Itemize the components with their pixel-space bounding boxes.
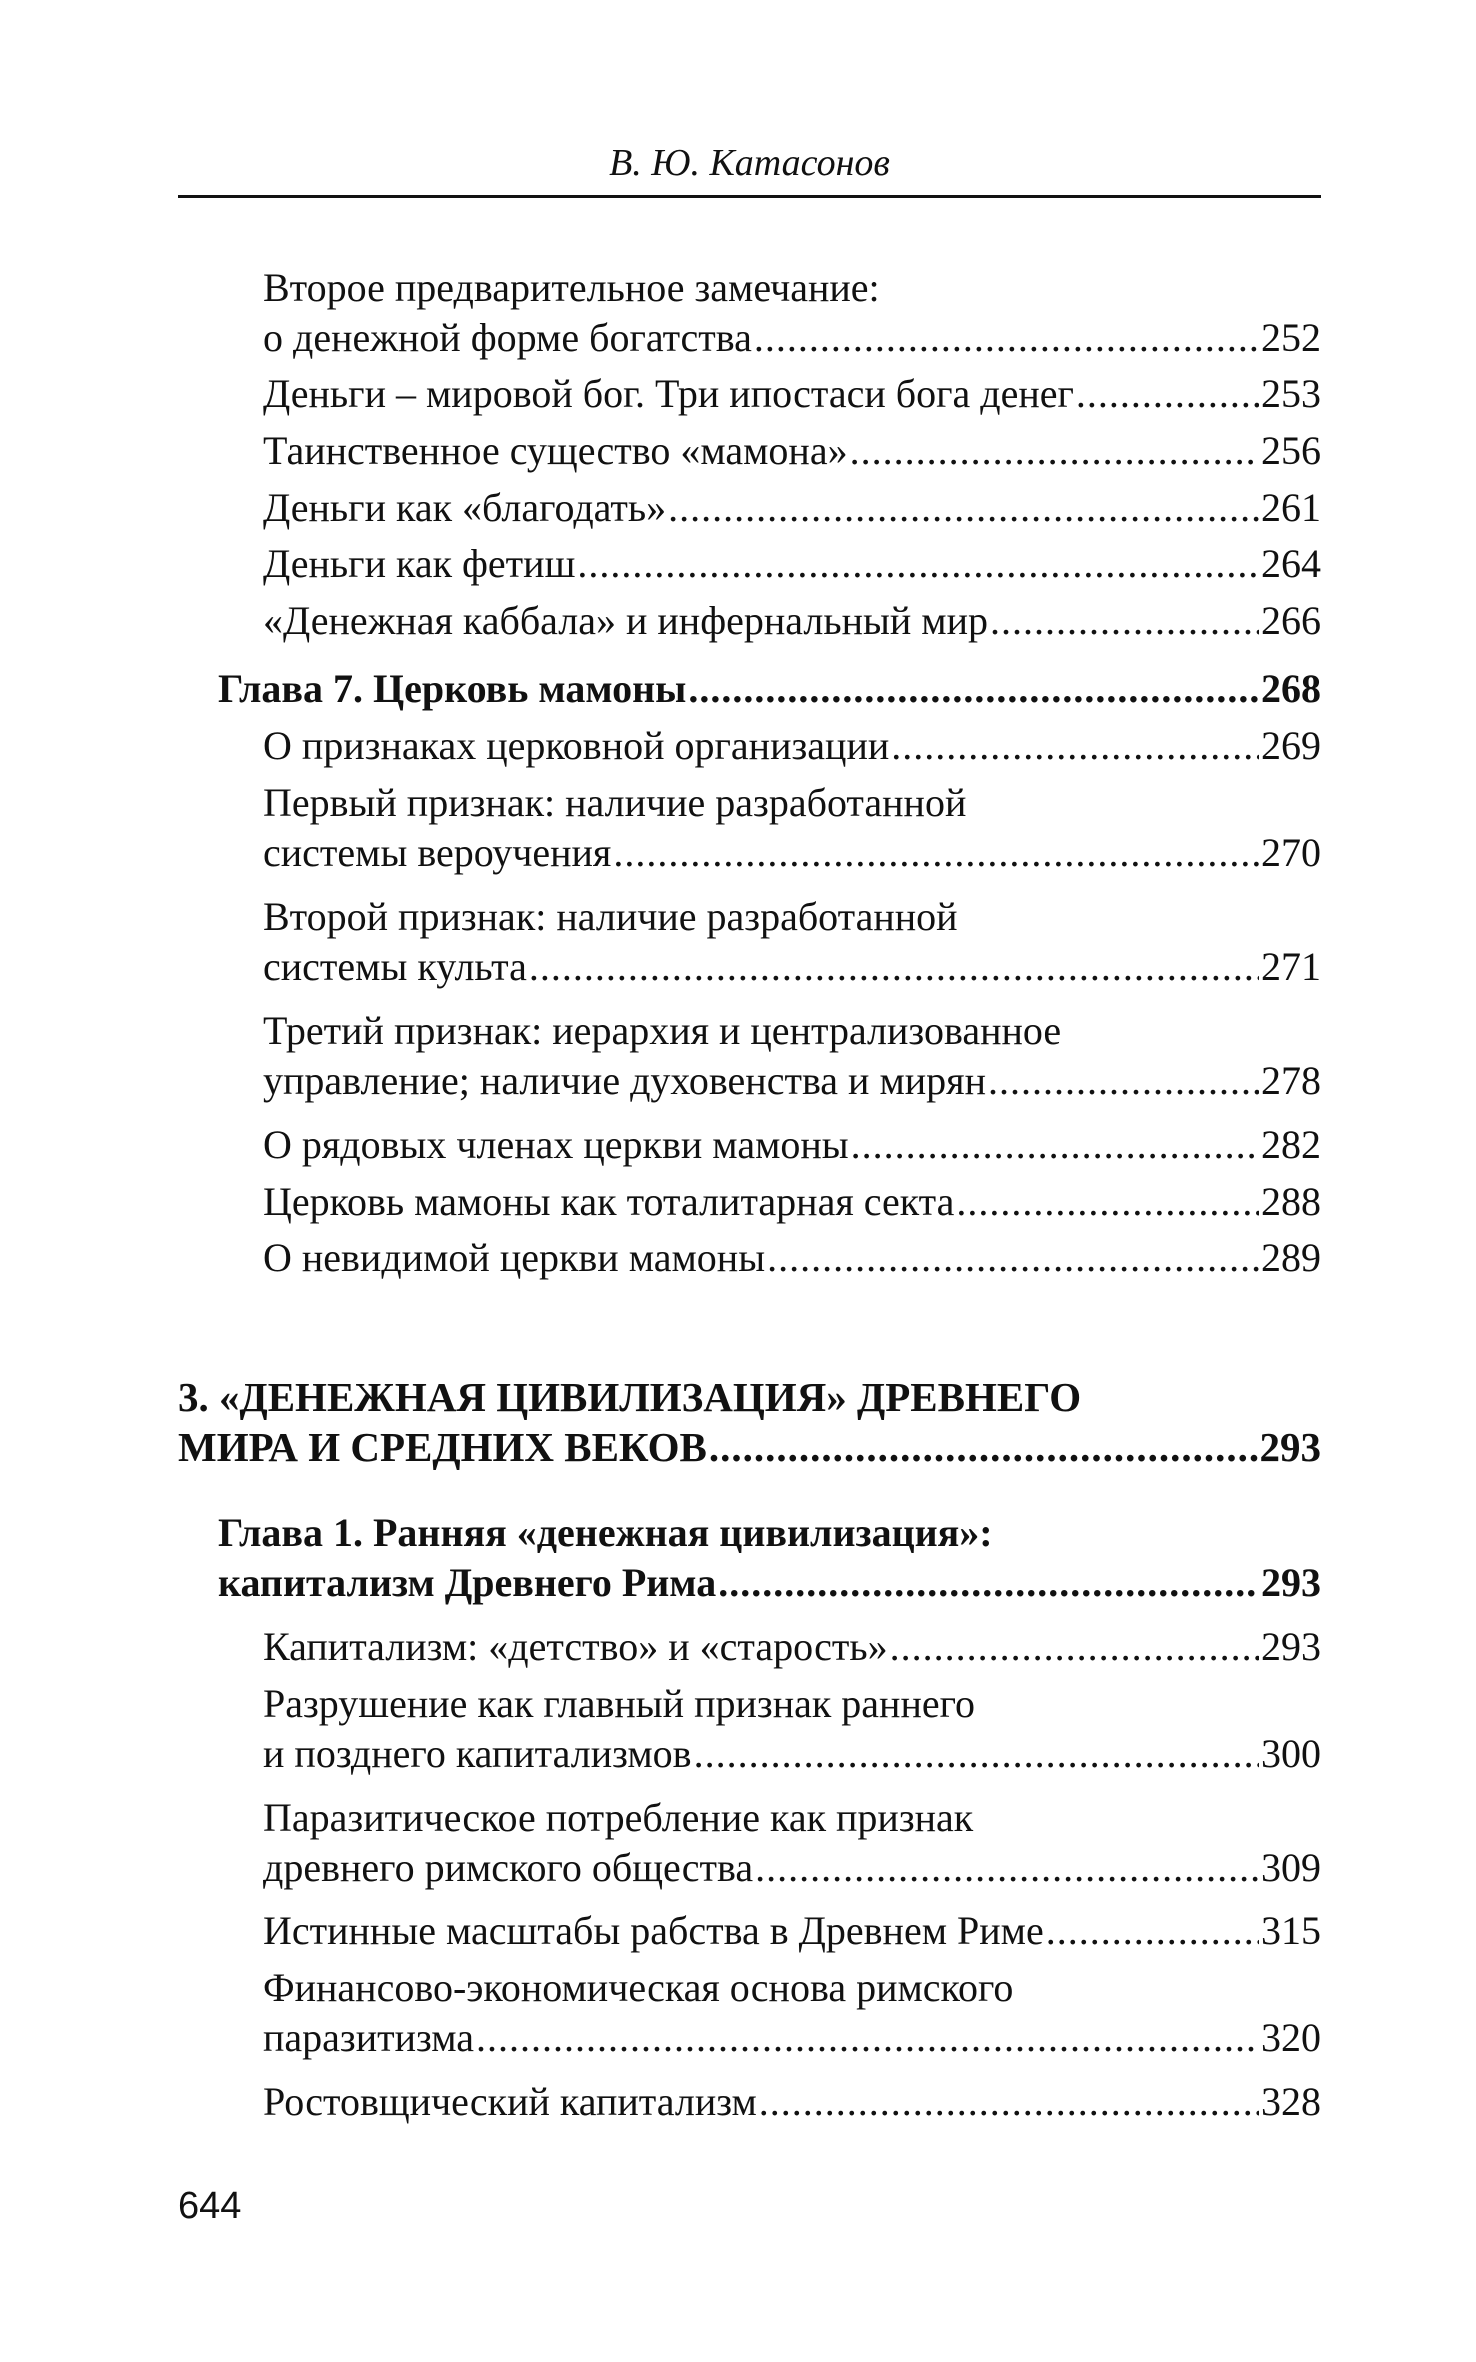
- toc-entry-title-line: Первый признак: наличие разработанной: [263, 780, 967, 825]
- toc-entry-title: системы вероучения: [263, 830, 612, 875]
- toc-section-entry: [263, 539, 1321, 589]
- toc-page-number: 300: [1261, 1731, 1321, 1776]
- toc-page-number: 269: [1261, 723, 1321, 768]
- toc-section-entry: [263, 1177, 1321, 1227]
- dot-leader: [668, 483, 1259, 533]
- toc-page-number: 266: [1261, 598, 1321, 643]
- toc-page-number: 253: [1261, 371, 1321, 416]
- toc-page-number: 315: [1261, 1908, 1321, 1953]
- toc-page-number: 261: [1261, 485, 1321, 530]
- toc-page-number: 293: [1261, 1560, 1321, 1605]
- toc-page-number: 278: [1261, 1058, 1321, 1103]
- toc-chapter-entry: [218, 1508, 1321, 1608]
- dot-leader: [718, 1558, 1259, 1608]
- toc-entry-title: и позднего капитализмов: [263, 1731, 692, 1776]
- toc-section-entry: [263, 263, 1321, 363]
- toc-section-entry: [263, 369, 1321, 419]
- toc-entry-title-line: Второй признак: наличие разработанной: [263, 894, 958, 939]
- dot-leader: [613, 828, 1259, 878]
- dot-leader: [529, 942, 1259, 992]
- toc-chapter-entry: [218, 664, 1321, 714]
- toc-section-entry: [263, 892, 1321, 992]
- toc-entry-title: О признаках церковной организации: [263, 723, 890, 768]
- dot-leader: [990, 596, 1259, 646]
- toc-entry-title-line: Второе предварительное замечание:: [263, 265, 880, 310]
- toc-entry-title: МИРА И СРЕДНИХ ВЕКОВ: [178, 1424, 707, 1470]
- toc-page-number: 309: [1261, 1845, 1321, 1890]
- toc-page-number: 293: [1261, 1624, 1321, 1669]
- toc-section-entry: [263, 1679, 1321, 1779]
- toc-section-entry: [263, 1963, 1321, 2063]
- toc-section-entry: [263, 1793, 1321, 1893]
- dot-leader: [1076, 369, 1259, 419]
- toc-section-entry: [263, 596, 1321, 646]
- toc-entry-title: паразитизма: [263, 2015, 475, 2060]
- header-rule: [178, 195, 1321, 198]
- dot-leader: [767, 1233, 1259, 1283]
- toc-entry-title-line: Глава 1. Ранняя «денежная цивилизация»:: [218, 1510, 993, 1555]
- running-header: В. Ю. Катасонов: [609, 142, 890, 184]
- toc-section-entry: [263, 2077, 1321, 2127]
- toc-entry-title: Таинственное существо «мамона»: [263, 428, 848, 473]
- toc-page-number: 256: [1261, 428, 1321, 473]
- toc-entry-title: О невидимой церкви мамоны: [263, 1235, 766, 1280]
- toc-entry-title: системы культа: [263, 944, 527, 989]
- toc-entry-title-line: Третий признак: иерархия и централизованное: [263, 1008, 1062, 1053]
- dot-leader: [890, 1622, 1259, 1672]
- toc-page-number: 328: [1261, 2079, 1321, 2124]
- toc-entry-title: Глава 7. Церковь мамоны: [218, 666, 687, 711]
- toc-section-entry: [263, 426, 1321, 476]
- toc-entry-title: Ростовщический капитализм: [263, 2079, 757, 2124]
- dot-leader: [754, 313, 1259, 363]
- toc-entry-title-line: Разрушение как главный признак раннего: [263, 1681, 976, 1726]
- toc-entry-title: древнего римского общества: [263, 1845, 754, 1890]
- dot-leader: [709, 1422, 1258, 1472]
- page-number: 644: [178, 2185, 242, 2227]
- dot-leader: [851, 1120, 1259, 1170]
- toc-part-entry: [178, 1372, 1321, 1472]
- dot-leader: [688, 664, 1259, 714]
- toc-section-entry: [263, 1906, 1321, 1956]
- toc-page-number: 320: [1261, 2015, 1321, 2060]
- toc-section-entry: [263, 483, 1321, 533]
- toc-page-number: 270: [1261, 830, 1321, 875]
- dot-leader: [476, 2013, 1259, 2063]
- toc-entry-title: Истинные масштабы рабства в Древнем Риме: [263, 1908, 1044, 1953]
- toc-entry-title-line: Паразитическое потребление как признак: [263, 1795, 974, 1840]
- dot-leader: [891, 721, 1259, 771]
- toc-entry-title-line: Финансово-экономическая основа римского: [263, 1965, 1014, 2010]
- toc-section-entry: [263, 1233, 1321, 1283]
- toc-page-number: 252: [1261, 315, 1321, 360]
- toc-section-entry: [263, 778, 1321, 878]
- toc-page-number: 289: [1261, 1235, 1321, 1280]
- toc-page-number: 268: [1261, 666, 1321, 711]
- toc-section-entry: [263, 1120, 1321, 1170]
- toc-entry-title: управление; наличие духовенства и мирян: [263, 1058, 986, 1103]
- toc-page-number: 271: [1261, 944, 1321, 989]
- toc-entry-title: Деньги – мировой бог. Три ипостаси бога денег: [263, 371, 1074, 416]
- toc-page-number: 282: [1261, 1122, 1321, 1167]
- toc-entry-title-line: 3. «ДЕНЕЖНАЯ ЦИВИЛИЗАЦИЯ» ДРЕВНЕГО: [178, 1374, 1082, 1420]
- toc-entry-title: Деньги как фетиш: [263, 541, 576, 586]
- dot-leader: [694, 1729, 1259, 1779]
- toc-entry-title: Деньги как «благодать»: [263, 485, 667, 530]
- toc-page-number: 293: [1259, 1424, 1321, 1470]
- toc-page-number: 264: [1261, 541, 1321, 586]
- toc-section-entry: [263, 1006, 1321, 1106]
- dot-leader: [988, 1056, 1259, 1106]
- dot-leader: [850, 426, 1259, 476]
- toc-section-entry: [263, 721, 1321, 771]
- toc-entry-title: о денежной форме богатства: [263, 315, 752, 360]
- dot-leader: [956, 1177, 1259, 1227]
- toc-section-entry: [263, 1622, 1321, 1672]
- toc-entry-title: капитализм Древнего Рима: [218, 1560, 717, 1605]
- toc-page-number: 288: [1261, 1179, 1321, 1224]
- toc-entry-title: Церковь мамоны как тоталитарная секта: [263, 1179, 955, 1224]
- dot-leader: [577, 539, 1259, 589]
- toc-entry-title: Капитализм: «детство» и «старость»: [263, 1624, 888, 1669]
- dot-leader: [1046, 1906, 1259, 1956]
- dot-leader: [759, 2077, 1259, 2127]
- toc-entry-title: «Денежная каббала» и инфернальный мир: [263, 598, 988, 643]
- dot-leader: [755, 1843, 1259, 1893]
- toc-entry-title: О рядовых членах церкви мамоны: [263, 1122, 849, 1167]
